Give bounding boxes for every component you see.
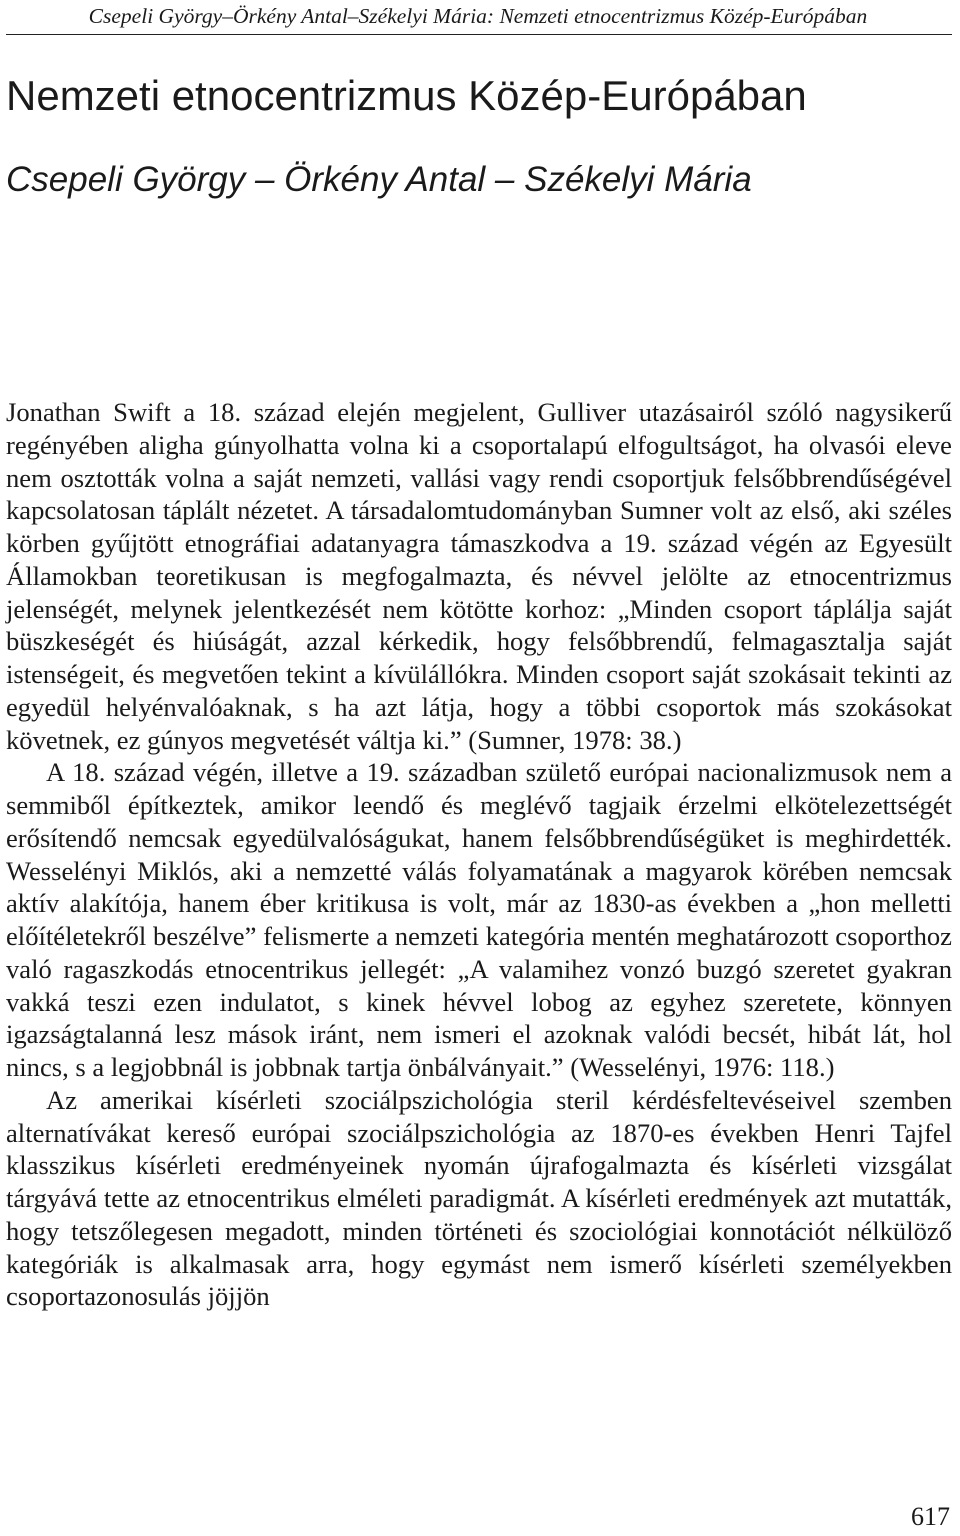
page-number: 617 — [911, 1502, 950, 1531]
running-header: Csepeli György–Örkény Antal–Székelyi Mária: Nemzeti etnocentrizmus Közép-Európában — [88, 4, 868, 28]
article-body — [6, 396, 952, 1313]
body-paragraph-3: Az amerikai kísérleti szociálpszichológia steril kérdésfeltevéseivel szemben alternatívákat kereső európai szociálpszichológia az 1870-es években Henri Tajfel klasszikus kísérleti eredményeinek nyomán újrafogalmazta és kísérleti vizsgálat tárgyává tette az etnocentrikus elméleti paradigmát. A kísérleti eredmények azt mutatták, hogy tetszőlegesen megadott, minden történeti és szociológiai konnotációt nélkülöző kategóriák is alkalmasak arra, hogy egymást nem ismerő kísérleti személyekben csoportazonosulás jöjjön — [6, 1084, 952, 1312]
header-rule — [6, 34, 952, 35]
article-title: Nemzeti etnocentrizmus Közép-Európában — [6, 72, 807, 119]
body-paragraph-1: Jonathan Swift a 18. század elején megjelent, Gulliver utazásairól szóló nagysikerű regényében aligha gúnyolhatta volna ki a csoportalapú elfogultságot, ha olvasói eleve nem osztották volna a saját nemzeti, vallási vagy rendi csoportjuk felsőbbrendűségével kapcsolatosan táplált nézetet. A társadalomtudományban Sumner volt az első, aki széles körben gyűjtött etnográfiai adatanyagra támaszkodva a 19. század végén az Egyesült Államokban teoretikusan is megfogalmazta, és névvel jelölte az etnocentrizmus jelenségét, melynek jelentkezését nem kötötte korhoz: „Minden csoport táplálja saját büszkeségét és hiúságát, azzal kérkedik, hogy felsőbbrendű, felmagasztalja saját istenségeit, és megvetően tekint a kívülállókra. Minden csoport saját szokásait tekinti az egyedül helyénvalóaknak, s ha azt látja, hogy a többi csoportok más szokásokat követnek, ez gúnyos megvetését váltja ki.” (Sumner, 1978: 38.) — [6, 397, 952, 755]
article-authors: Csepeli György – Örkény Antal – Székelyi Mária — [6, 160, 752, 199]
body-paragraph-2: A 18. század végén, illetve a 19. században születő európai nacionalizmusok nem a semmiből építkeztek, amikor leendő és meglévő tagjaik érzelmi elkötelezettségét erősítendő nemcsak egyedülvalóságukat, hanem felsőbbrendűségüket is meghirdették. Wesselényi Miklós, aki a nemzetté válás folyamatának a magyarok körében nemcsak aktív alakítója, hanem éber kritikusa is volt, már az 1830-as években a „hon melletti előítéletekről beszélve” felismerte a nemzeti kategória mentén meghatározott csoporthoz való ragaszkodás etnocentrikus jellegét: „A valamihez vonzó buzgó szeretet gyakran vakká teszi ezen indulatot, s kinek hévvel lobog az egyhez szeretete, könnyen igazságtalanná lesz mások iránt, nem ismeri el azoknak valódi becsét, hibát lát, hol nincs, s a legjobbnál is jobbnak tartja önbálványait.” (Wesselényi, 1976: 118.) — [6, 757, 952, 1082]
